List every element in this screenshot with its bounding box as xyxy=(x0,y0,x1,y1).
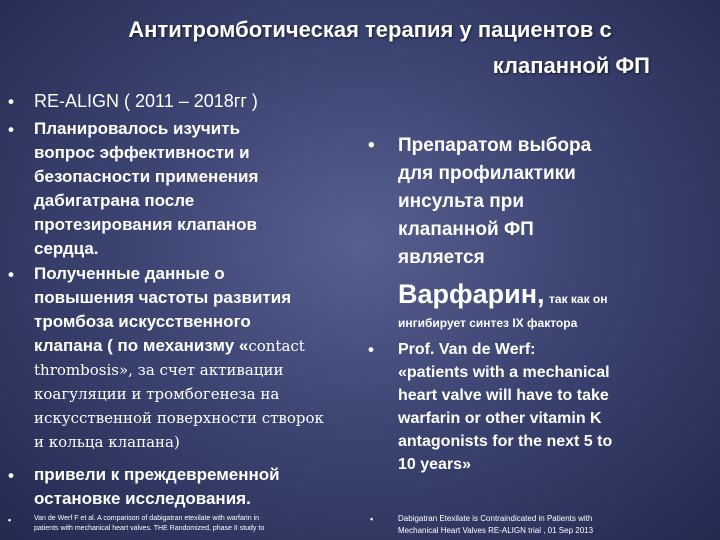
text-line: heart valve will have to take xyxy=(398,387,609,404)
text-line: и кольца клапана) xyxy=(34,433,180,451)
text-segment: contact xyxy=(248,337,305,355)
plan-text xyxy=(34,117,354,261)
text-line xyxy=(34,334,364,358)
slide-title xyxy=(40,12,680,84)
text-line: antagonists for the next 5 to xyxy=(398,433,613,450)
text-line: Prof. Van de Werf: xyxy=(398,341,536,358)
warfarin-line xyxy=(398,276,718,317)
drug-choice-text xyxy=(398,132,708,272)
left-reference xyxy=(34,514,354,534)
text-line: искусственной поверхности створок xyxy=(34,409,324,427)
text-line: тромбоза искусственного xyxy=(34,312,251,331)
text-line: Препаратом выбора xyxy=(398,135,592,156)
warfarin-name: Варфарин, xyxy=(398,279,545,309)
bullet-icon: • xyxy=(368,135,375,156)
text-line: thrombosis», за счет активации xyxy=(34,361,284,379)
bullet-icon: • xyxy=(8,120,14,139)
text-line: Планировалось изучить xyxy=(34,119,241,138)
bullet-icon: • xyxy=(368,340,374,359)
title-line-1: Антитромботическая терапия у пациентов с xyxy=(128,17,612,42)
text-line: Mechanical Heart Valves RE-ALIGN trial , 01 Sep 2013 xyxy=(398,526,594,535)
text-line: patients with mechanical heart valves. THE Randomized, phase II study to xyxy=(34,525,265,532)
warfarin-suffix: так как он xyxy=(549,292,608,306)
text-line: является xyxy=(398,247,485,268)
inhibits-text: ингибирует синтез IX фактора xyxy=(398,316,578,330)
text-line: вопрос эффективности и xyxy=(34,143,250,162)
bullet-icon: • xyxy=(8,466,14,485)
realign-heading: RE-ALIGN ( 2011 – 2018гг ) xyxy=(34,91,258,111)
text-line: привели к преждевременной xyxy=(34,465,280,484)
text-line: Van de Werf F et al. A comparison of dabigatran etexilate with warfarin in xyxy=(34,515,260,522)
text-line: Dabigatran Etexilate is Contraindicated in Patients with xyxy=(398,514,593,523)
bullet-icon: • xyxy=(8,265,14,284)
text-line: warfarin or other vitamin K xyxy=(398,410,602,427)
text-line: сердца. xyxy=(34,239,99,258)
text-line: остановке исследования. xyxy=(34,489,251,508)
text-line: 10 years» xyxy=(398,456,471,473)
text-line: клапанной ФП xyxy=(398,219,534,240)
text-line: «patients with a mechanical xyxy=(398,364,610,381)
right-reference xyxy=(398,513,708,537)
text-line: коагуляции и тромбогенеза на xyxy=(34,385,280,403)
text-segment: клапана ( по механизму « xyxy=(34,336,249,355)
text-line: протезирования клапанов xyxy=(34,215,257,234)
werf-quote xyxy=(398,338,708,476)
text-line: безопасности применения xyxy=(34,167,259,186)
text-line: повышения частоты развития xyxy=(34,288,292,307)
title-line-2: клапанной ФП xyxy=(492,53,650,78)
results-text xyxy=(34,262,364,454)
text-line: Полученные данные о xyxy=(34,264,225,283)
text-line: инсульта при xyxy=(398,191,525,212)
bullet-icon: • xyxy=(8,515,12,525)
text-line: дабигатрана после xyxy=(34,191,195,210)
bullet-icon: • xyxy=(8,92,14,111)
bullet-icon: • xyxy=(370,514,374,524)
stopped-text xyxy=(34,463,354,511)
text-line: для профилактики xyxy=(398,163,576,184)
